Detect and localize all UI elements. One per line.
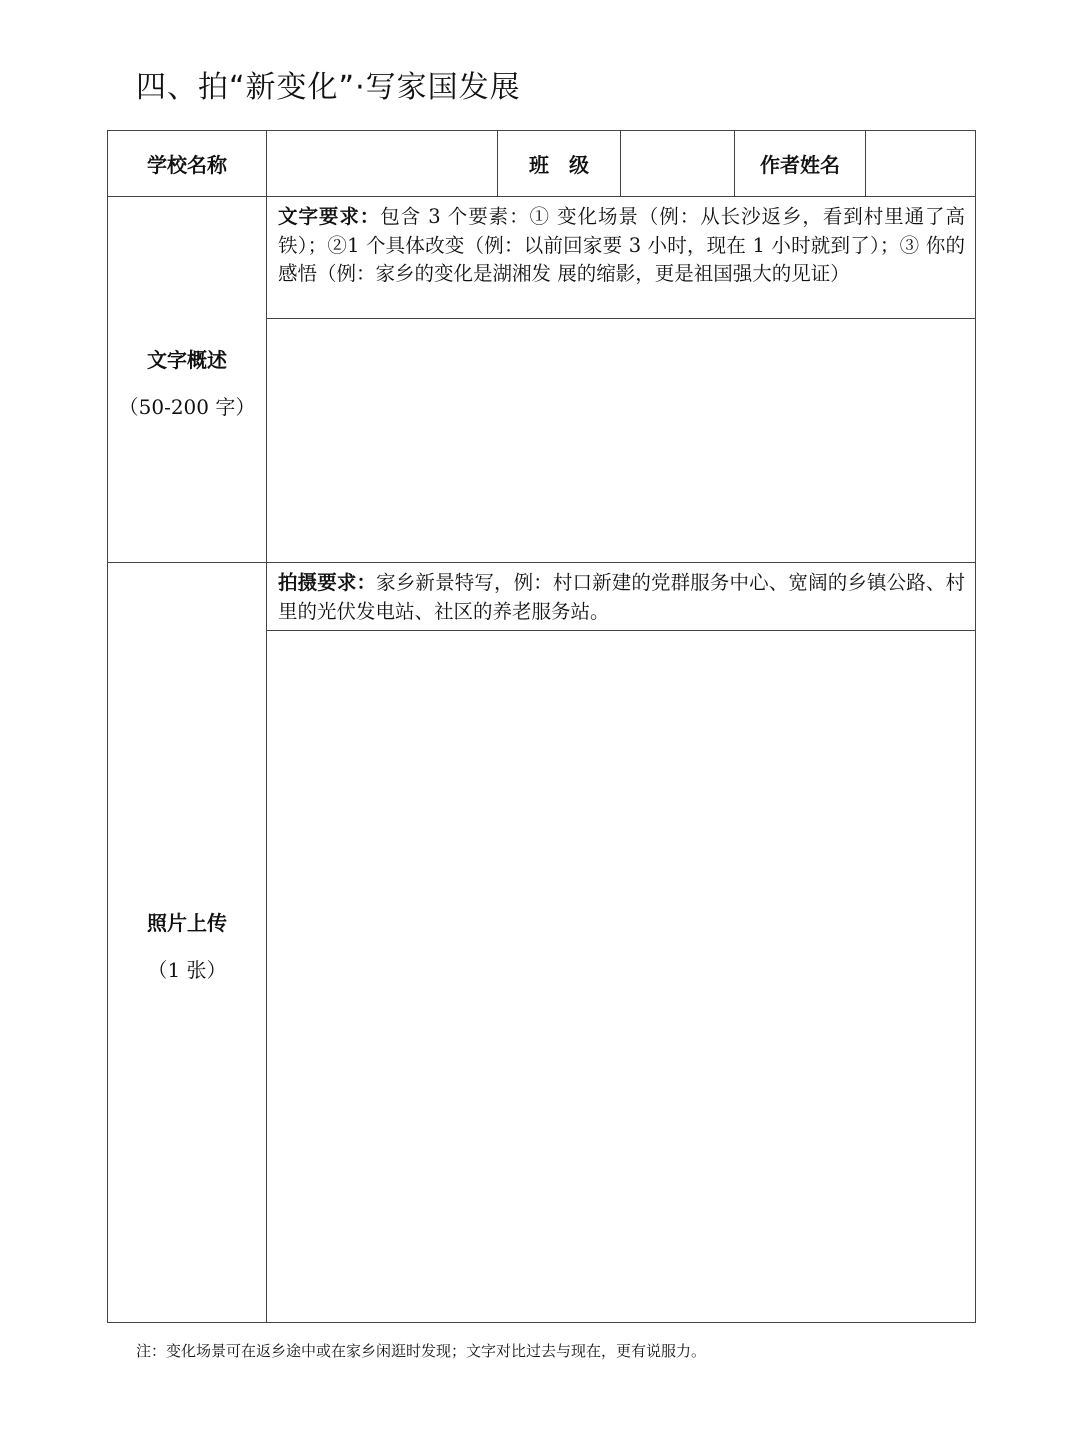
header-row <box>108 131 976 197</box>
submission-form-table <box>107 130 976 1323</box>
text-requirement-cell <box>267 197 976 319</box>
photo-upload-label-cell <box>108 563 267 1323</box>
text-summary-wordcount: （50-200 字） <box>118 394 256 419</box>
author-name-label: 作者姓名 <box>735 131 866 197</box>
author-name-field[interactable] <box>866 131 976 197</box>
school-name-label: 学校名称 <box>108 131 267 197</box>
photo-upload-area[interactable] <box>267 631 976 1323</box>
text-summary-label: 文字概述 <box>147 347 227 372</box>
class-field[interactable] <box>621 131 735 197</box>
photo-requirement-text: 家乡新景特写，例：村口新建的党群服务中心、宽阔的乡镇公路、村里的光伏发电站、社区的养老服务站。 <box>278 571 965 623</box>
photo-upload-count: （1 张） <box>147 957 227 982</box>
footnote: 注：变化场景可在返乡途中或在家乡闲逛时发现；文字对比过去与现在，更有说服力。 <box>136 1342 707 1360</box>
text-requirement-row <box>108 197 976 319</box>
school-name-field[interactable] <box>267 131 498 197</box>
photo-requirement-row <box>108 563 976 631</box>
text-requirement-text: 包含 3 个要素：① 变化场景（例：从长沙返乡，看到村里通了高铁）；②1 个具体改变（例：以前回家要 3 小时，现在 1 小时就到了）；③ 你的感悟（例：家乡的变化是湖湘发 展的缩影，更是祖国强大的见证） <box>278 205 965 285</box>
text-summary-label-cell <box>108 197 267 563</box>
class-label: 班 级 <box>498 131 621 197</box>
photo-upload-label: 照片上传 <box>147 910 227 935</box>
text-requirement-label: 文字要求： <box>278 205 381 228</box>
photo-requirement-label: 拍摄要求： <box>278 571 377 594</box>
text-summary-input-area[interactable] <box>267 319 976 563</box>
page-title: 四、拍“新变化”·写家国发展 <box>136 70 521 105</box>
photo-requirement-cell <box>267 563 976 631</box>
